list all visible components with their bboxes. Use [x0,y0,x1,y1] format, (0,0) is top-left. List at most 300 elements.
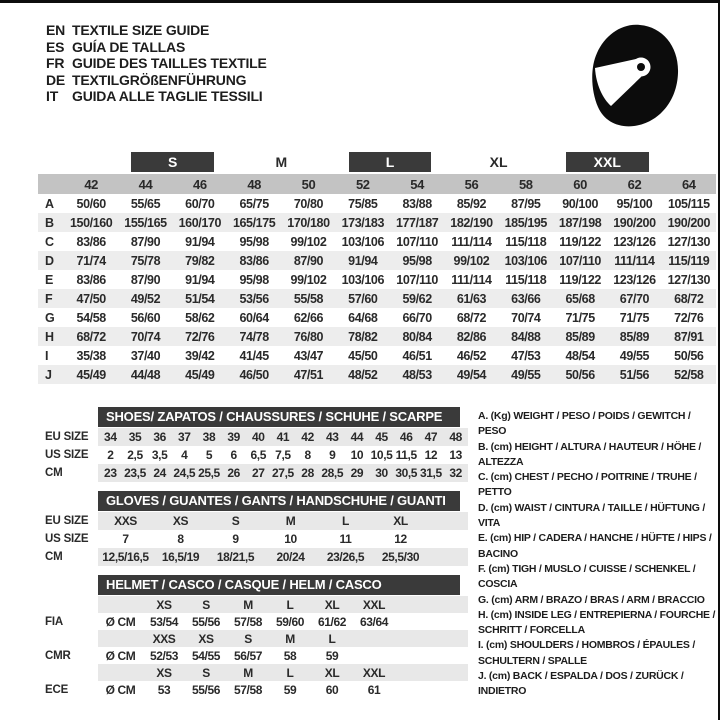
sub-cell: 36 [147,428,172,446]
measurement-cell: 55/65 [130,196,161,211]
helmet-unit-cell: Ø CM [105,614,136,629]
measurement-cell: 64/68 [348,310,378,325]
helmet-size-cell: XXL [353,664,395,681]
measurement-legend [478,407,716,700]
spacer-cell [30,630,98,647]
sub-cell: 28 [295,464,320,482]
size-group-label: S [131,152,214,172]
textile-size-table [38,151,716,384]
helmet-value-cell: 55/56 [191,682,221,697]
language-code: ES [46,38,65,55]
size-group-row [38,151,716,174]
sub-cell: 12,5/16,5 [98,548,153,566]
spacer-cell [395,613,468,630]
sub-cell: 41 [271,428,296,446]
row-letter: J [38,365,64,384]
sub-cell: 7 [122,532,129,546]
measurement-cell: 63/66 [499,289,553,308]
spacer-cell [428,512,468,530]
spacer-cell [38,151,118,174]
language-row [46,39,267,56]
row-letter: A [45,196,54,211]
sub-cell: 5 [205,448,213,462]
helmet-size-cell: XS [143,664,185,681]
helmet-value-row [30,613,468,630]
measurement-cell: 111/114 [607,251,661,270]
spacer-cell [395,647,468,664]
helmet-standard-label: FIA [45,615,63,628]
sub-cell: 9 [329,448,336,462]
sub-cell: XS [153,512,208,530]
sub-cell: 27,5 [272,466,294,480]
legend-item: J. (cm) BACK / ESPALDA / DOS / ZURÜCK / INDIETRO [478,670,684,698]
sub-cell: 39 [221,428,246,446]
measurement-cell: 56/60 [130,310,161,325]
sub-cell: 46 [394,428,419,446]
helmet-value-cell: 56/57 [233,648,263,663]
sub-cell: 12 [394,532,407,546]
measurement-cell: 37/40 [130,348,161,363]
measurement-cell: 46/52 [456,348,487,363]
measurement-cell: 45/49 [173,365,227,384]
measurement-cell: 60/64 [239,310,269,325]
helmet-icon-svg [584,23,684,129]
measurement-cell: 115/118 [505,234,547,249]
measurement-cell: 51/56 [607,365,661,384]
helmet-value-cell: 55/56 [191,614,221,629]
measurement-cell: 59/62 [390,289,444,308]
measurement-cell: 65/75 [239,196,269,211]
measurement-cell: 71/74 [64,251,118,270]
measurement-cell: 85/89 [553,327,607,346]
measurement-cell: 87/91 [662,327,716,346]
helmet-value-cell: 61/62 [317,614,347,629]
measurement-cell: 46/51 [402,348,432,363]
language-row [46,22,267,39]
sub-cell: 9 [232,532,239,546]
helmet-size-cell: S [185,664,227,681]
sub-cell: 3,5 [151,448,168,462]
size-number-cell: 64 [662,174,716,194]
measurement-cell: 103/106 [341,234,384,249]
spacer-cell [30,596,98,613]
sub-cell: 25,5 [198,466,220,480]
size-number-cell: 44 [118,174,172,194]
measurement-cell: 90/100 [562,196,599,211]
spacer-cell [395,596,468,613]
measurement-cell: 150/160 [64,213,118,232]
sub-cell: 35 [123,428,148,446]
helmet-size-cell: M [227,596,269,613]
gloves-table-title: GLOVES / GUANTES / GANTS / HANDSCHUHE / GUANTI [98,491,460,511]
sub-cell: 6,5 [250,448,266,462]
sub-cell: 18/21,5 [208,548,263,566]
measurement-cell: 173/183 [336,213,390,232]
spacer-cell [428,530,468,548]
helmet-value-cell [353,647,395,664]
measurement-cell: 99/102 [444,251,498,270]
measurement-cell: 48/52 [336,365,390,384]
sub-cell: 30,5 [395,466,418,480]
sub-cell: 23,5 [124,466,146,480]
measurement-cell: 111/114 [451,234,492,249]
sub-row [30,530,468,548]
measurement-cell: 99/102 [290,272,327,287]
helmet-size-table [30,596,468,698]
gloves-size-table [30,512,468,566]
bottom-area [30,407,716,707]
helmet-value-cell: 60 [325,682,339,697]
legend-item: E. (cm) HIP / CADERA / HANCHE / HÜFTE / HIPS / BACINO [478,532,712,560]
measurement-cell: 45/49 [64,365,118,384]
sub-cell: 2 [107,448,114,462]
measurement-cell: 68/72 [64,327,118,346]
measurement-cell: 72/76 [173,327,227,346]
size-group-label: L [349,152,432,172]
sub-cell: 23/26,5 [318,548,373,566]
measurement-cell: 177/187 [390,213,444,232]
measurement-cell: 99/102 [290,234,327,249]
helmet-size-row [30,664,468,681]
measurement-cell: 127/130 [667,234,710,249]
measurement-cell: 160/170 [173,213,227,232]
sub-cell: 11 [339,532,352,546]
legend-item: I. (cm) SHOULDERS / HOMBROS / ÉPAULES / SCHULTERN / SPALLE [478,639,695,667]
shoes-table-title: SHOES/ ZAPATOS / CHAUSSURES / SCHUHE / SCARPE [98,407,460,427]
helmet-standard-label: CMR [45,649,71,662]
size-number-cell: 52 [336,174,390,194]
measurement-cell: 49/52 [118,289,172,308]
helmet-size-cell: XXS [143,630,185,647]
measurement-cell: 87/90 [281,251,335,270]
helmet-value-cell: 54/55 [191,648,221,663]
helmet-value-row [30,681,468,698]
size-number-cell: 42 [64,174,118,194]
size-number-cell: 56 [444,174,498,194]
spacer-cell [395,664,468,681]
size-number-cell: 54 [390,174,444,194]
helmet-size-cell: L [269,664,311,681]
helmet-size-cell: M [227,664,269,681]
measurement-cell: 123/126 [613,234,656,249]
sub-cell: 32 [443,464,468,482]
measurement-cell: 87/90 [130,272,161,287]
helmet-value-cell: 61 [367,682,381,697]
helmet-value-cell: 53 [157,682,171,697]
measurement-cell: 48/54 [565,348,595,363]
sub-cell: 38 [197,428,222,446]
measurement-cell: 85/89 [607,327,661,346]
measurement-cell: 91/94 [336,251,390,270]
sub-cell: 48 [443,428,468,446]
measurement-cell: 61/63 [444,289,498,308]
sub-row [30,512,468,530]
measurement-cell: 84/88 [499,327,553,346]
sub-cell: 4 [181,448,188,462]
language-code: DE [46,71,66,88]
helmet-size-cell: XL [311,664,353,681]
spacer-cell [98,664,143,681]
legend-item: H. (cm) INSIDE LEG / ENTREPIERNA / FOURCHE / SCHRITT / FORCELLA [478,608,716,637]
sub-cell: 42 [295,428,320,446]
language-code: IT [46,88,59,104]
spacer-cell [30,664,98,681]
measurement-cell: 83/86 [227,251,281,270]
helmet-section [30,575,468,698]
measurement-cell: 75/78 [118,251,172,270]
shoes-size-table [30,428,468,482]
language-row [46,88,267,105]
sub-row [30,548,468,566]
helmet-standard-label: ECE [45,683,69,696]
measurement-cell: 83/86 [76,272,106,287]
sub-row-label: US SIZE [45,533,89,545]
language-code: EN [46,22,66,38]
row-letter: G [45,310,55,325]
guide-title: TEXTILE SIZE GUIDE [72,22,210,38]
sub-cell: 6 [230,448,237,462]
size-number-row [38,174,716,194]
measurement-cell: 82/86 [444,327,498,346]
accessory-tables [30,407,468,707]
measurement-cell: 71/75 [565,310,595,325]
measurement-cell: 72/76 [674,310,704,325]
sub-cell: 13 [449,448,462,462]
measurement-cell: 123/126 [613,272,656,287]
helmet-size-cell: XS [143,596,185,613]
measurement-cell: 111/114 [451,272,492,287]
measurement-cell: 83/88 [402,196,432,211]
shoes-section [30,407,468,482]
language-row [46,72,267,89]
spacer-cell [428,548,468,566]
helmet-unit-cell: Ø CM [105,682,136,697]
helmet-size-cell: L [269,596,311,613]
sub-cell: 37 [172,428,197,446]
measurement-cell: 70/74 [511,310,541,325]
measurement-cell: 65/68 [553,289,607,308]
guide-title: GUIDA ALLE TAGLIE TESSILI [72,88,263,104]
sub-cell: 30 [369,464,394,482]
sub-cell: 10 [284,532,297,546]
row-letter: B [38,213,64,232]
helmet-value-cell: 58 [283,648,297,663]
sub-row-label: EU SIZE [45,515,89,527]
measurement-cell: 75/85 [348,196,378,211]
measurement-cell: 70/80 [293,196,324,211]
measurement-cell: 165/175 [227,213,281,232]
helmet-size-cell: L [311,630,353,647]
measurement-cell: 83/86 [76,234,106,249]
measurement-cell: 50/60 [76,196,106,211]
sub-cell: 25,5/30 [373,548,428,566]
measurement-row [38,232,716,251]
measurement-cell: 115/118 [505,272,547,287]
row-letter: E [45,272,53,287]
measurement-cell: 190/200 [662,213,716,232]
measurement-cell: 87/95 [511,196,541,211]
measurement-cell: 62/66 [293,310,324,325]
measurement-cell: 45/50 [348,348,378,363]
helmet-value-cell: 63/64 [359,614,389,629]
sub-cell: 26 [221,464,246,482]
sub-cell: XXS [98,512,153,530]
sub-row-label: US SIZE [45,449,89,461]
legend-item: G. (cm) ARM / BRAZO / BRAS / ARM / BRACCIO [478,593,705,606]
sub-cell: M [263,512,318,530]
row-letter: C [45,234,54,249]
measurement-cell: 74/78 [227,327,281,346]
measurement-cell: 41/45 [239,348,269,363]
measurement-cell: 49/55 [499,365,553,384]
sub-cell: 7,5 [275,448,291,462]
helmet-size-row [30,630,468,647]
helmet-value-row [30,647,468,664]
measurement-row [38,289,716,308]
sub-cell: 31,5 [419,466,442,480]
measurement-cell: 58/62 [185,310,215,325]
measurement-cell: 50/56 [553,365,607,384]
measurement-cell: 95/100 [616,196,653,211]
measurement-cell: 57/60 [336,289,390,308]
legend-item: A. (Kg) WEIGHT / PESO / POIDS / GEWITCH / PESO [478,410,691,438]
guide-title: GUÍA DE TALLAS [72,38,186,55]
size-group-cell [227,151,336,174]
size-group-cell [444,151,553,174]
size-number-cell: 48 [227,174,281,194]
guide-title: GUIDE DES TAILLES TEXTILE [72,55,267,71]
helmet-size-cell [353,630,395,647]
size-group-cell [118,151,227,174]
measurement-cell: 60/70 [185,196,215,211]
sub-cell: XL [373,512,428,530]
guide-title: TEXTILGRÖßENFÜHRUNG [72,71,247,88]
measurement-cell: 190/200 [607,213,661,232]
measurement-cell: 55/58 [281,289,335,308]
measurement-cell: 91/94 [185,272,215,287]
measurement-cell: 95/98 [239,234,269,249]
sub-cell: 27 [246,464,271,482]
measurement-cell: 51/54 [173,289,227,308]
sub-cell: 24,5 [173,466,196,480]
measurement-cell: 80/84 [390,327,444,346]
legend-item: F. (cm) TIGH / MUSLO / CUISSE / SCHENKEL / COSCIA [478,562,696,591]
spacer-cell [395,630,468,647]
measurement-row [38,308,716,327]
measurement-cell: 170/180 [281,213,335,232]
sub-cell: 23 [98,464,123,482]
row-letter: I [45,348,49,363]
measurement-cell: 119/122 [559,234,601,249]
measurement-row [38,251,716,270]
measurement-cell: 103/106 [341,272,384,287]
sub-cell: 10 [350,448,364,462]
measurement-cell: 95/98 [239,272,269,287]
sub-cell: S [208,512,263,530]
sub-cell: 28,5 [321,466,344,480]
sub-cell: 34 [98,428,123,446]
helmet-value-cell: 57/58 [233,682,263,697]
measurement-cell: 187/198 [553,213,607,232]
sub-cell: 16,5/19 [153,548,208,566]
measurement-cell: 185/195 [499,213,553,232]
sub-cell: 2,5 [127,448,143,462]
measurement-cell: 47/53 [511,348,541,363]
measurement-cell: 103/106 [499,251,553,270]
sub-cell: L [318,512,373,530]
measurement-cell: 79/82 [173,251,227,270]
helmet-size-cell: XXL [353,596,395,613]
measurement-cell: 66/70 [402,310,432,325]
measurement-cell: 52/58 [662,365,716,384]
measurement-row [38,194,716,213]
size-number-cell: 60 [553,174,607,194]
size-number-cell: 62 [607,174,661,194]
measurement-cell: 43/47 [293,348,324,363]
sub-row [30,464,468,482]
sub-cell: 44 [345,428,370,446]
measurement-row [38,365,716,384]
measurement-cell: 182/190 [444,213,498,232]
sub-cell: 10,5 [370,448,393,462]
measurement-cell: 49/55 [619,348,650,363]
measurement-cell: 54/58 [76,310,106,325]
helmet-size-cell: S [185,596,227,613]
size-group-label: XL [489,154,508,170]
measurement-cell: 70/74 [118,327,172,346]
measurement-cell: 68/72 [456,310,487,325]
row-letter: F [38,289,64,308]
measurement-row [38,346,716,365]
sub-cell: 8 [304,448,311,462]
sub-row-label: CM [45,551,63,563]
legend-item: D. (cm) WAIST / CINTURA / TAILLE / HÜFTUNG / VITA [478,501,705,530]
measurement-cell: 53/56 [227,289,281,308]
row-letter: D [38,251,64,270]
helmet-value-cell: 57/58 [233,614,263,629]
measurement-cell: 115/119 [662,251,716,270]
sub-cell: 45 [369,428,394,446]
measurement-cell: 78/82 [336,327,390,346]
legend-item: C. (cm) CHEST / PECHO / POITRINE / TRUHE / PETTO [478,471,697,499]
sub-cell: 47 [419,428,444,446]
measurement-cell: 68/72 [662,289,716,308]
language-title-list [46,22,267,105]
sub-cell: 11,5 [395,448,417,462]
measurement-cell: 49/54 [444,365,498,384]
measurement-cell: 91/94 [185,234,215,249]
size-group-label: XXL [566,152,649,172]
sub-row-label: EU SIZE [45,431,89,443]
measurement-row [38,270,716,289]
helmet-value-cell: 59 [325,648,339,663]
helmet-size-cell: XS [185,630,227,647]
measurement-cell: 87/90 [130,234,161,249]
size-group-cell [336,151,445,174]
measurement-cell: 95/98 [390,251,444,270]
sub-row [30,428,468,446]
measurement-cell: 47/50 [64,289,118,308]
helmet-size-cell: M [269,630,311,647]
measurement-cell: 107/110 [396,272,438,287]
measurement-cell: 107/110 [396,234,438,249]
gloves-section [30,491,468,566]
measurement-cell: 155/165 [118,213,172,232]
measurement-cell: 50/56 [674,348,704,363]
spacer-cell [98,630,143,647]
helmet-size-cell: S [227,630,269,647]
helmet-unit-cell: Ø CM [105,648,136,663]
